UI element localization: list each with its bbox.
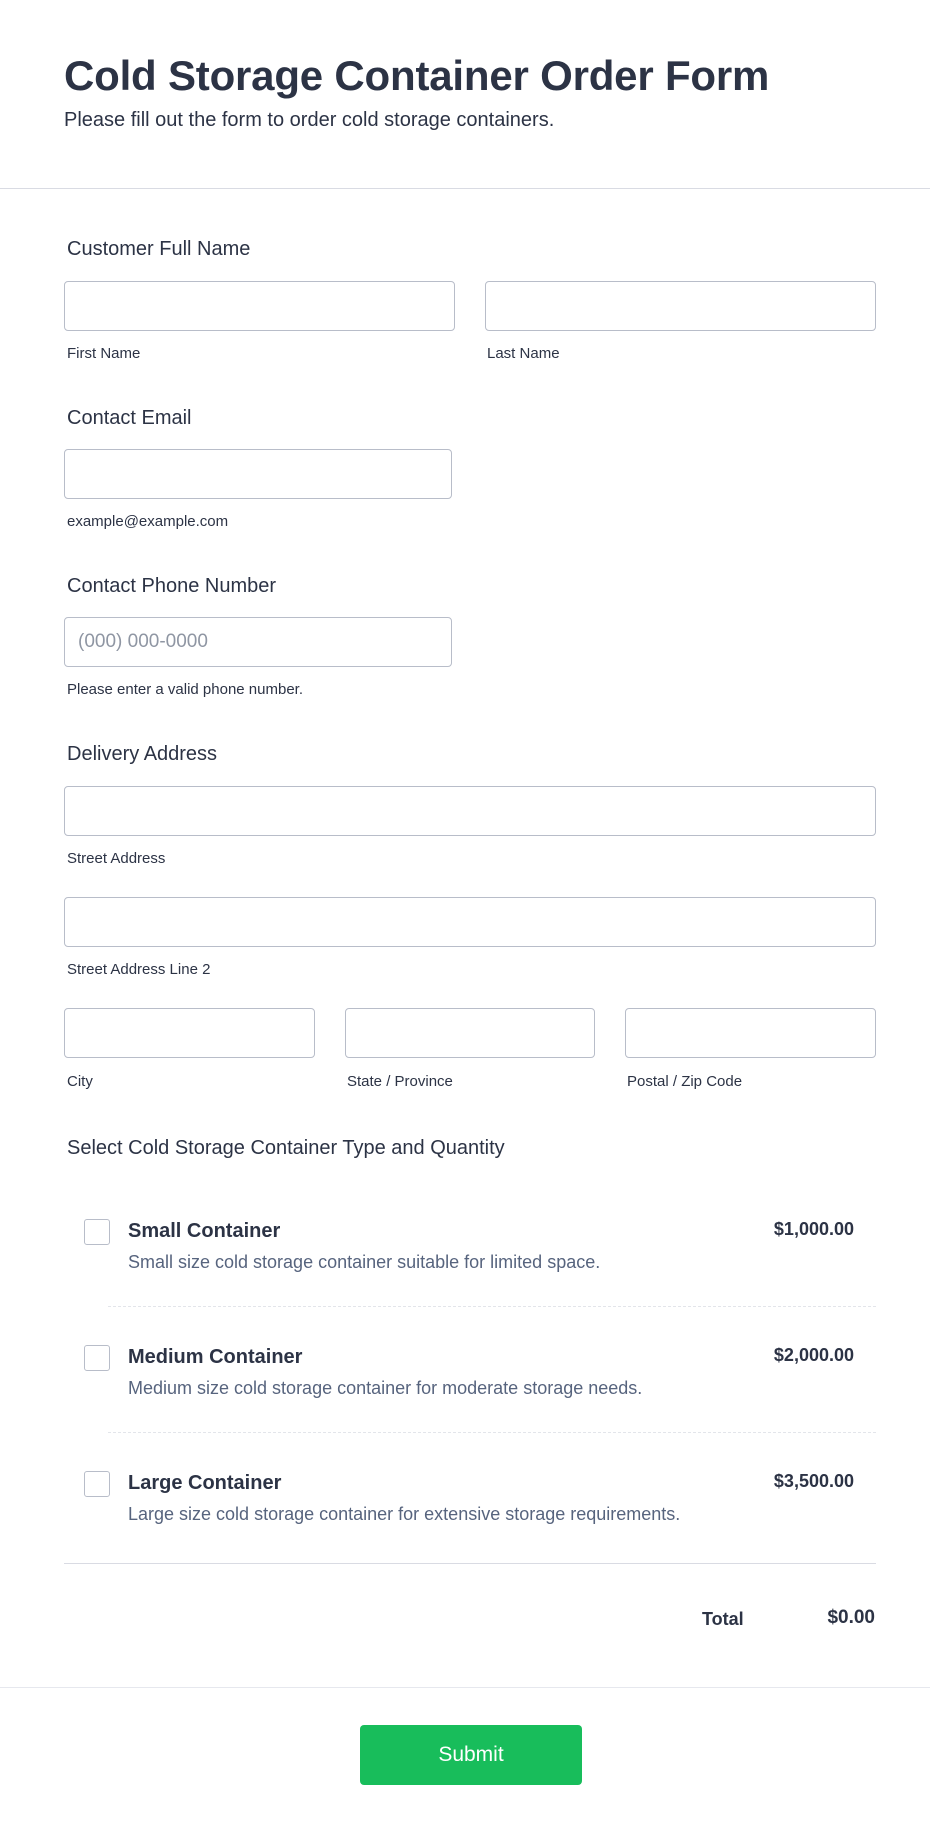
product-item-medium[interactable] [64, 1315, 874, 1441]
page-subtitle: Please fill out the form to order cold storage containers. [64, 109, 555, 131]
street-address-line2-input[interactable] [64, 897, 876, 947]
page-title: Cold Storage Container Order Form [64, 52, 770, 99]
product-price: $3,500.00 [773, 1471, 854, 1491]
total-divider [64, 1563, 876, 1564]
zip-sublabel: Postal / Zip Code [627, 1073, 743, 1090]
state-input[interactable] [345, 1008, 595, 1058]
email-sublabel: example@example.com [67, 513, 229, 530]
total-label: Total [702, 1609, 744, 1629]
product-name: Small Container [128, 1220, 281, 1242]
product-checkbox-medium[interactable] [84, 1345, 110, 1371]
zip-input[interactable] [625, 1008, 876, 1058]
last-name-sublabel: Last Name [487, 345, 560, 362]
first-name-sublabel: First Name [67, 345, 141, 362]
first-name-input[interactable] [64, 281, 455, 331]
phone-input[interactable] [64, 617, 452, 667]
total-value: $0.00 [827, 1607, 875, 1628]
products-label: Select Cold Storage Container Type and Quantity [67, 1137, 505, 1159]
email-label: Contact Email [67, 407, 192, 429]
product-description: Small size cold storage container suitable for limited space. [128, 1252, 601, 1272]
state-sublabel: State / Province [347, 1073, 453, 1090]
product-price: $1,000.00 [773, 1219, 854, 1239]
street-address-line2-sublabel: Street Address Line 2 [67, 961, 211, 978]
product-checkbox-small[interactable] [84, 1219, 110, 1245]
last-name-input[interactable] [485, 281, 876, 331]
street-address-input[interactable] [64, 786, 876, 836]
email-input[interactable] [64, 449, 452, 499]
product-divider [108, 1306, 876, 1307]
product-name: Large Container [128, 1472, 282, 1494]
product-name: Medium Container [128, 1346, 303, 1368]
product-checkbox-large[interactable] [84, 1471, 110, 1497]
product-item-large[interactable] [64, 1441, 874, 1567]
product-divider [108, 1432, 876, 1433]
product-item-small[interactable] [64, 1189, 874, 1315]
address-label: Delivery Address [67, 743, 218, 765]
phone-label: Contact Phone Number [67, 575, 277, 597]
product-price: $2,000.00 [773, 1345, 854, 1365]
city-input[interactable] [64, 1008, 315, 1058]
street-address-sublabel: Street Address [67, 850, 166, 867]
full-name-label: Customer Full Name [67, 238, 251, 260]
product-description: Large size cold storage container for extensive storage requirements. [128, 1504, 681, 1524]
city-sublabel: City [67, 1073, 93, 1090]
submit-button[interactable]: Submit [360, 1725, 582, 1785]
form-header [0, 0, 930, 189]
product-description: Medium size cold storage container for moderate storage needs. [128, 1378, 643, 1398]
phone-sublabel: Please enter a valid phone number. [67, 681, 303, 698]
